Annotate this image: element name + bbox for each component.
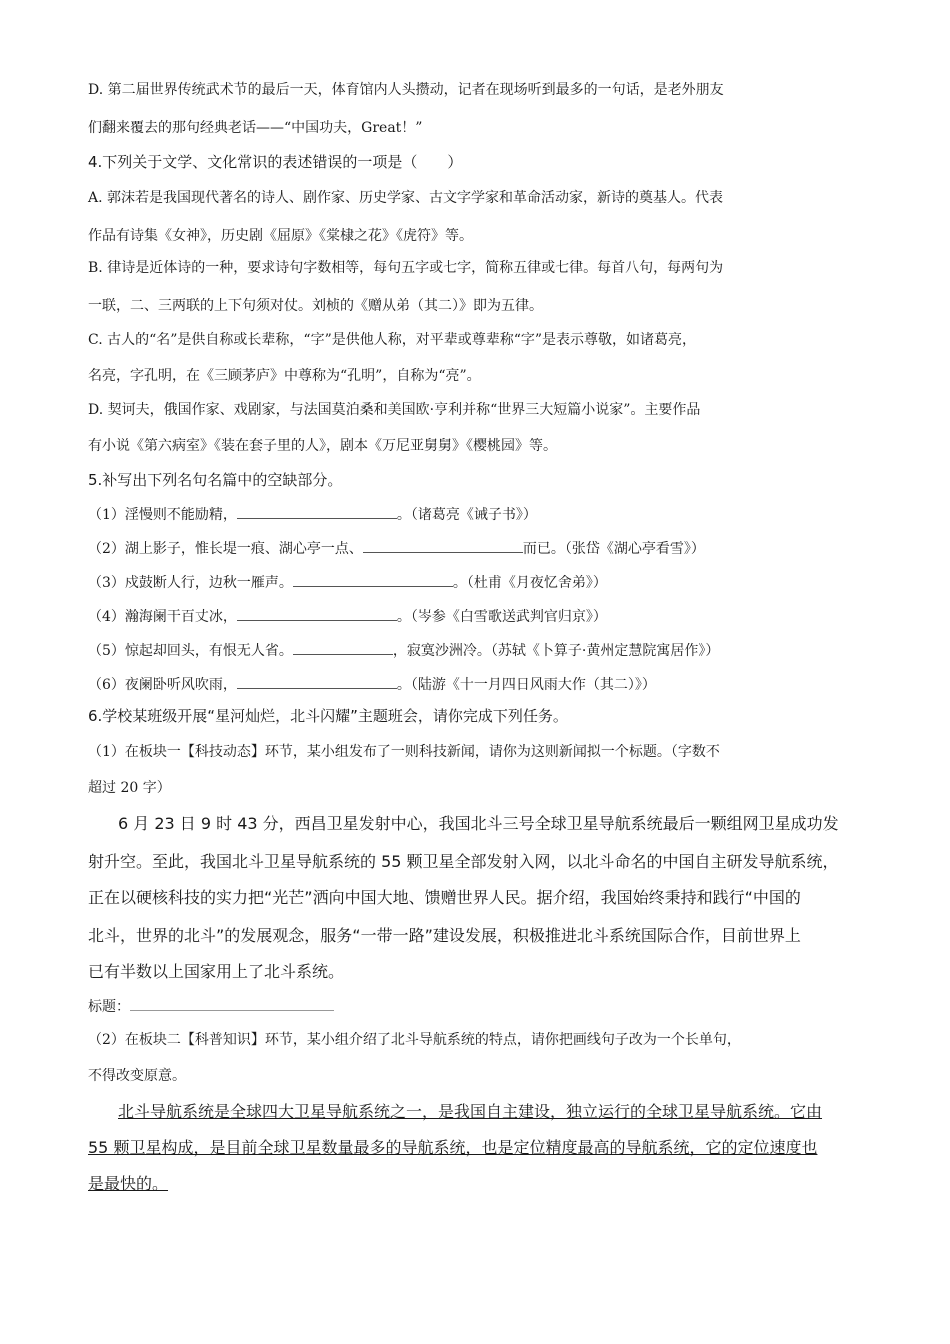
q5-item-1-blank[interactable]	[237, 504, 397, 519]
title-label: 标题：	[88, 999, 130, 1015]
q5-item-1-after: 。（诸葛亮《诫子书》）	[396, 507, 537, 523]
q5-item-3	[88, 572, 607, 593]
q5-item-2-after: 而已。（张岱《湖心亭看雪》）	[522, 541, 705, 557]
q5-item-3-after: 。（杜甫《月夜忆舍弟》）	[452, 575, 607, 591]
q5-item-1-before: （1）淫慢则不能励精，	[88, 507, 237, 523]
q5-item-3-blank[interactable]	[293, 572, 453, 587]
news-line-5: 已有半数以上国家用上了北斗系统。	[88, 962, 345, 981]
q4-option-a-line1: A. 郭沫若是我国现代著名的诗人、剧作家、历史学家、古文字学家和革命活动家，新诗的奠基人。代表	[88, 190, 724, 206]
q5-item-4-blank[interactable]	[237, 606, 397, 621]
news-line-3: 正在以硬核科技的实力把“光芒”洒向中国大地、馈赠世界人民。据介绍，我国始终秉持和践行“中国的	[88, 888, 801, 907]
q5-item-2-blank[interactable]	[363, 538, 523, 553]
q5-item-6	[88, 674, 656, 695]
q4-option-a-line2: 作品有诗集《女神》，历史剧《屈原》《棠棣之花》《虎符》等。	[88, 228, 473, 244]
news-line-2: 射升空。至此，我国北斗卫星导航系统的 55 颗卫星全部发射入网，以北斗命名的中国自主研发导航系统，	[88, 852, 839, 871]
q6-task1-line2: 超过 20 字）	[88, 780, 171, 796]
q5-item-4-before: （4）瀚海阑干百丈冰，	[88, 609, 237, 625]
q5-item-6-before: （6）夜阑卧听风吹雨，	[88, 677, 237, 693]
q5-item-2-before: （2）湖上影子，惟长堤一痕、湖心亭一点、	[88, 541, 363, 557]
q6-title: 6.学校某班级开展“星河灿烂，北斗闪耀”主题班会，请你完成下列任务。	[88, 707, 568, 725]
q5-item-2	[88, 538, 705, 559]
q5-item-4	[88, 606, 607, 627]
q3-option-d-line2: 们翻来覆去的那句经典老话——“中国功夫，Great！”	[88, 120, 423, 136]
q6-task2-line1: （2）在板块二【科普知识】环节，某小组介绍了北斗导航系统的特点，请你把画线句子改为一个长单句，	[88, 1032, 741, 1048]
q4-option-d-line1: D. 契诃夫，俄国作家、戏剧家，与法国莫泊桑和美国欧·亨利并称“世界三大短篇小说家”。主要作品	[88, 402, 701, 418]
news-line-4: 北斗，世界的北斗”的发展观念，服务“一带一路”建设发展，积极推进北斗系统国际合作，目前世界上	[88, 926, 801, 945]
underlined-line-1: 北斗导航系统是全球四大卫星导航系统之一，是我国自主建设，独立运行的全球卫星导航系统。它由	[118, 1102, 823, 1121]
q6-task2-line2: 不得改变原意。	[88, 1068, 186, 1084]
underlined-line-2: 55 颗卫星构成，是目前全球卫星数量最多的导航系统，也是定位精度最高的导航系统，它的定位速度也	[88, 1138, 818, 1157]
q5-item-6-blank[interactable]	[237, 674, 397, 689]
news-line-1: 6 月 23 日 9 时 43 分，西昌卫星发射中心，我国北斗三号全球卫星导航系统最后一颗组网卫星成功发	[118, 814, 839, 833]
q5-item-5-after: ，寂寞沙洲冷。（苏轼《卜算子·黄州定慧院寓居作》）	[392, 643, 720, 659]
q5-item-1	[88, 504, 537, 525]
underlined-line-3: 是最快的。	[88, 1174, 169, 1193]
q5-item-5	[88, 640, 719, 661]
q4-option-d-line2: 有小说《第六病室》《装在套子里的人》，剧本《万尼亚舅舅》《樱桃园》等。	[88, 438, 557, 454]
q3-option-d-line1: D. 第二届世界传统武术节的最后一天，体育馆内人头攒动，记者在现场听到最多的一句话，是老外朋友	[88, 82, 724, 98]
q4-option-c-line1: C. 古人的“名”是供自称或长辈称，“字”是供他人称，对平辈或尊辈称“字”是表示尊敬，如诸葛亮，	[88, 332, 697, 348]
q5-item-3-before: （3）戍鼓断人行，边秋一雁声。	[88, 575, 293, 591]
q4-title: 4.下列关于文学、文化常识的表述错误的一项是（ ）	[88, 153, 463, 171]
q4-option-c-line2: 名亮，字孔明，在《三顾茅庐》中尊称为“孔明”，自称为“亮”。	[88, 368, 481, 384]
title-answer-blank[interactable]	[130, 996, 334, 1011]
q4-option-b-line2: 一联，二、三两联的上下句须对仗。刘桢的《赠从弟（其二）》即为五律。	[88, 298, 543, 314]
q5-item-5-blank[interactable]	[293, 640, 393, 655]
q5-item-5-before: （5）惊起却回头，有恨无人省。	[88, 643, 293, 659]
q5-item-6-after: 。（陆游《十一月四日风雨大作（其二）》）	[396, 677, 656, 693]
q4-option-b-line1: B. 律诗是近体诗的一种，要求诗句字数相等，每句五字或七字，简称五律或七律。每首八句，每两句为	[88, 260, 724, 276]
q5-title: 5.补写出下列名句名篇中的空缺部分。	[88, 471, 343, 489]
q6-title-answer	[88, 996, 334, 1017]
q5-item-4-after: 。（岑参《白雪歌送武判官归京》）	[396, 609, 607, 625]
q6-task1-line1: （1）在板块一【科技动态】环节，某小组发布了一则科技新闻，请你为这则新闻拟一个标题。（字数不	[88, 744, 720, 760]
